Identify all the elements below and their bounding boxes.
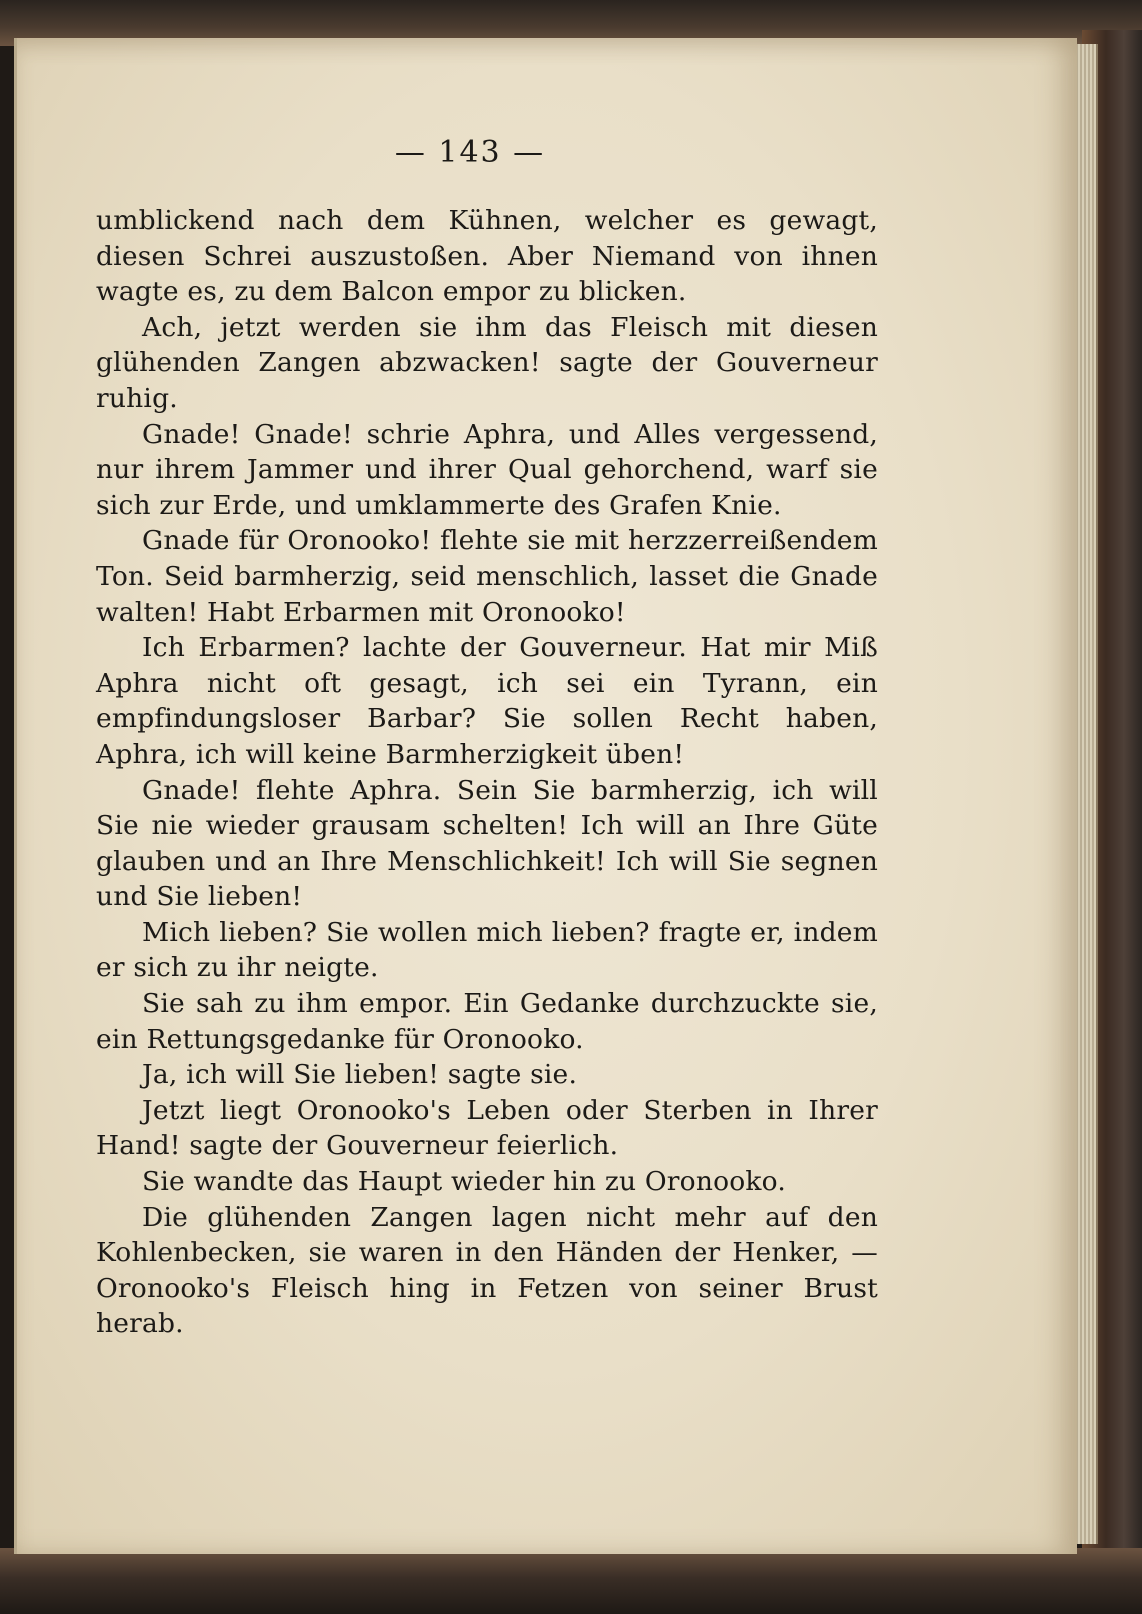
- paragraph: Mich lieben? Sie wollen mich lieben? fragte er, indem er sich zu ihr neigte.: [96, 916, 878, 984]
- paragraph: Gnade! Gnade! schrie Aphra, und Alles vergessend, nur ihrem Jammer und ihrer Qual gehorchend, warf sie sich zur Erde, und umklammerte des Grafen Knie.: [96, 418, 878, 521]
- paragraph: Gnade für Oronooko! flehte sie mit herzzerreißendem Ton. Seid barmherzig, seid menschlich, lasset die Gnade walten! Habt Erbarmen mit Oronooko!: [96, 525, 878, 628]
- paragraph: Jetzt liegt Oronooko's Leben oder Sterben in Ihrer Hand! sagte der Gouverneur feierlich.: [96, 1094, 878, 1162]
- page-body: [96, 203, 878, 1342]
- paragraph: umblickend nach dem Kühnen, welcher es gewagt, diesen Schrei auszustoßen. Aber Niemand von ihnen wagte es, zu dem Balcon empor zu blicken.: [96, 205, 878, 308]
- paragraph: Ja, ich will Sie lieben! sagte sie.: [142, 1059, 578, 1091]
- paragraph: Die glühenden Zangen lagen nicht mehr auf den Kohlenbecken, sie waren in den Händen der Henker, — Oronooko's Fleisch hing in Fetzen von seiner Brust herab.: [96, 1201, 878, 1340]
- page-number: — 143 —: [394, 135, 546, 170]
- paragraph: Ich Erbarmen? lachte der Gouverneur. Hat mir Miß Aphra nicht oft gesagt, ich sei ein Tyrann, ein empfindungsloser Barbar? Sie sollen Recht haben, Aphra, ich will keine Barmherzigkeit üben!: [96, 632, 878, 770]
- book-cover-bottom: [0, 1548, 1142, 1614]
- paragraph: Sie wandte das Haupt wieder hin zu Oronooko.: [142, 1166, 786, 1198]
- paragraph: Gnade! flehte Aphra. Sein Sie barmherzig, ich will Sie nie wieder grausam schelten! Ich will an Ihre Güte glauben und an Ihre Menschlichkeit! Ich will Sie segnen und Sie lieben!: [96, 774, 878, 913]
- paragraph: Sie sah zu ihm empor. Ein Gedanke durchzuckte sie, ein Rettungsgedanke für Oronooko.: [96, 988, 878, 1055]
- paragraph: Ach, jetzt werden sie ihm das Fleisch mit diesen glühenden Zangen abzwacken! sagte der Gouverneur ruhig.: [96, 311, 878, 414]
